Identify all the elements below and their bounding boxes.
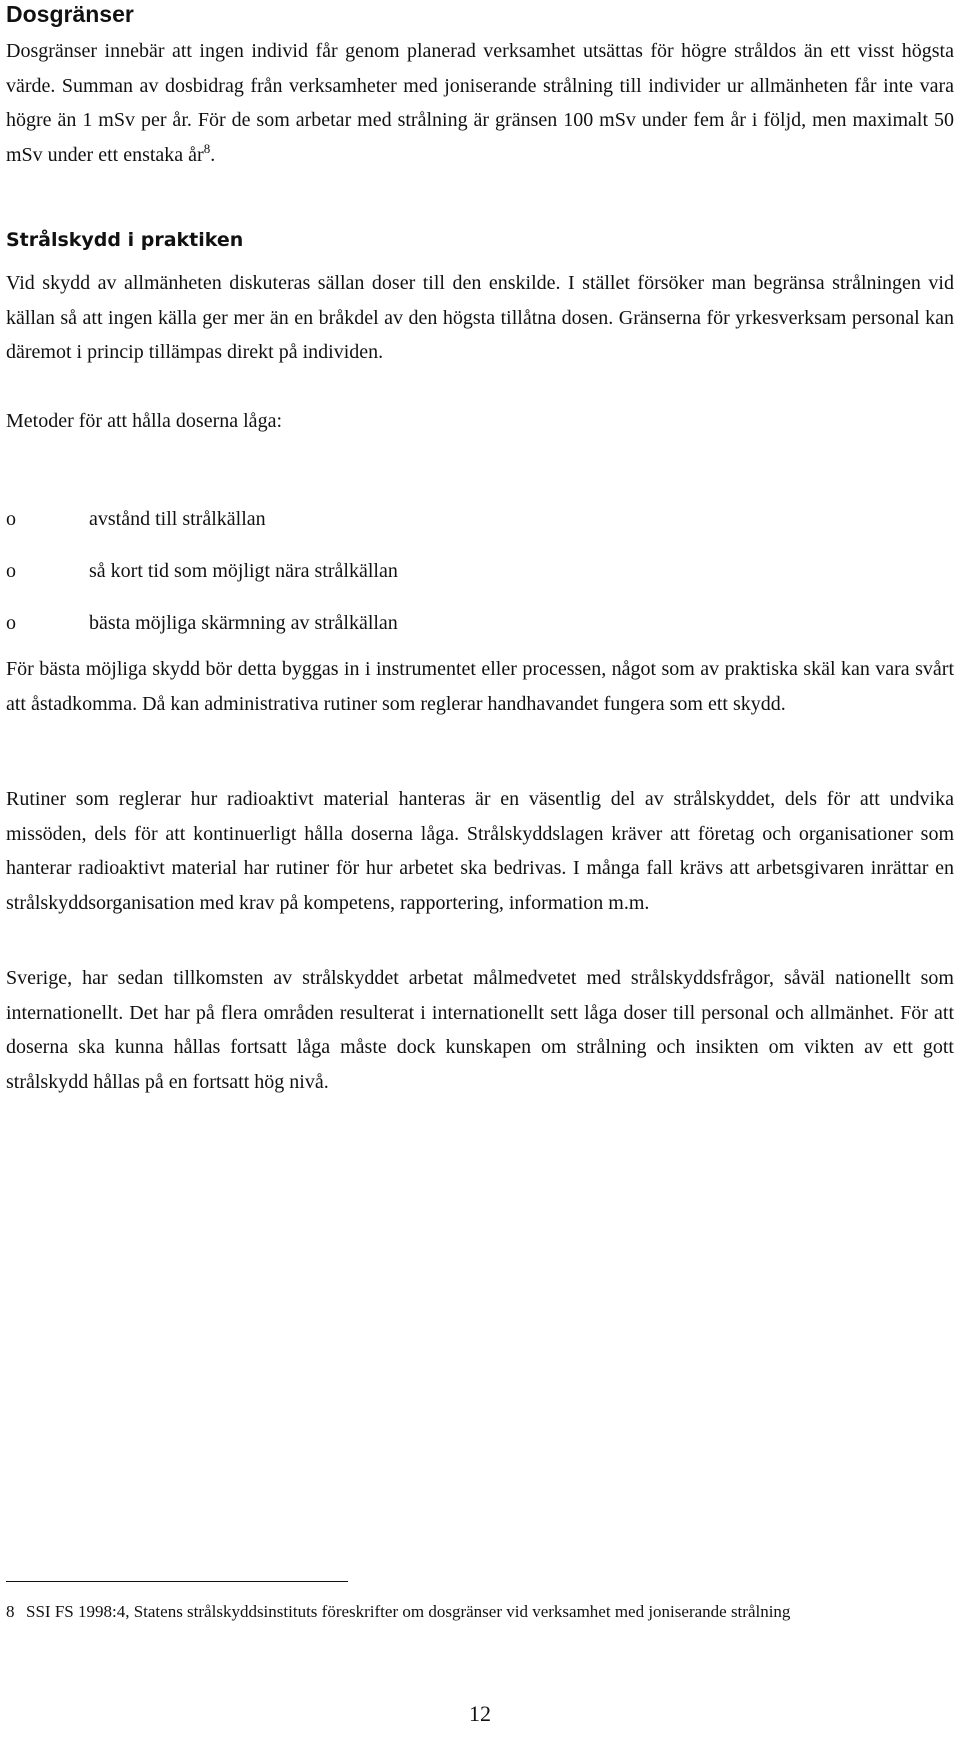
footnote-reference: 8 [203, 141, 211, 157]
practice-paragraph-4: Sverige, har sedan tillkomsten av strålskyddet arbetat målmedvetet med strålskyddsfrågor, såväl nationellt som internationellt. Det har på flera områden resulterat i internationellt sett låga doser till personal och allmänhet. För att doserna ska kunna hållas fortsatt låga måste dock kunskapen om strålning och insikten om vikten av ett gott strålskydd hållas på en fortsatt hög nivå. [6, 967, 954, 1094]
dose-limits-period: . [210, 144, 216, 167]
practice-paragraph-3: Rutiner som reglerar hur radioaktivt material hanteras är en väsentlig del av strålskyddet, dels för att undvika missöden, dels för att kontinuerligt hålla doserna låga. Strålskyddslagen kräver att företag och organisationer som hanterar radioaktivt material har rutiner för hur arbetet ska bedrivas. I många fall krävs att arbetsgivaren inrättar en strålskyddsorganisation med krav på kompetens, rapportering, information m.m. [6, 788, 954, 915]
footnote-number: 8 [6, 1602, 15, 1621]
bullet-marker: o [6, 560, 16, 582]
section-heading-stralskydd-i-praktiken: Strålskydd i praktiken [6, 229, 244, 251]
footnote-separator [6, 1581, 348, 1582]
methods-list [6, 502, 954, 658]
list-item [6, 606, 954, 658]
list-item-text: avstånd till strålkällan [89, 508, 266, 530]
dose-limits-paragraph [6, 34, 954, 173]
practice-paragraph-1: Vid skydd av allmänheten diskuteras sällan doser till den enskilde. I stället försöker man begränsa strålningen vid källan så att ingen källa ger mer än en bråkdel av den högsta tillåtna dosen. Gränserna för yrkesverksam personal kan däremot i princip tillämpas direkt på individen. [6, 272, 954, 364]
bullet-marker: o [6, 508, 16, 530]
footnote [6, 1598, 954, 1625]
list-item-text: bästa möjliga skärmning av strålkällan [89, 612, 398, 634]
bullet-marker: o [6, 612, 16, 634]
section-heading-dosgranser: Dosgränser [6, 1, 134, 27]
page-number: 12 [469, 1701, 491, 1726]
dose-limits-text: Dosgränser innebär att ingen individ får genom planerad verksamhet utsättas för högre stråldos än ett visst högsta värde. Summan av dosbidrag från verksamheter med joniserande strålning till individer ur allmänheten får inte vara högre än 1 mSv per år. För de som arbetar med strålning är gränsen 100 mSv under fem år i följd, men maximalt 50 mSv under ett enstaka år [6, 40, 954, 167]
list-item-text: så kort tid som möjligt nära strålkällan [89, 560, 398, 582]
list-item [6, 554, 954, 606]
list-item [6, 502, 954, 554]
practice-paragraph-2: För bästa möjliga skydd bör detta byggas in i instrumentet eller processen, något som av praktiska skäl kan vara svårt att åstadkomma. Då kan administrativa rutiner som reglerar handhavandet fungera som ett skydd. [6, 658, 954, 715]
footnote-text: SSI FS 1998:4, Statens strålskyddsinstituts föreskrifter om dosgränser vid verksamhet med joniserande strålning [26, 1602, 791, 1621]
methods-intro: Metoder för att hålla doserna låga: [6, 410, 282, 432]
